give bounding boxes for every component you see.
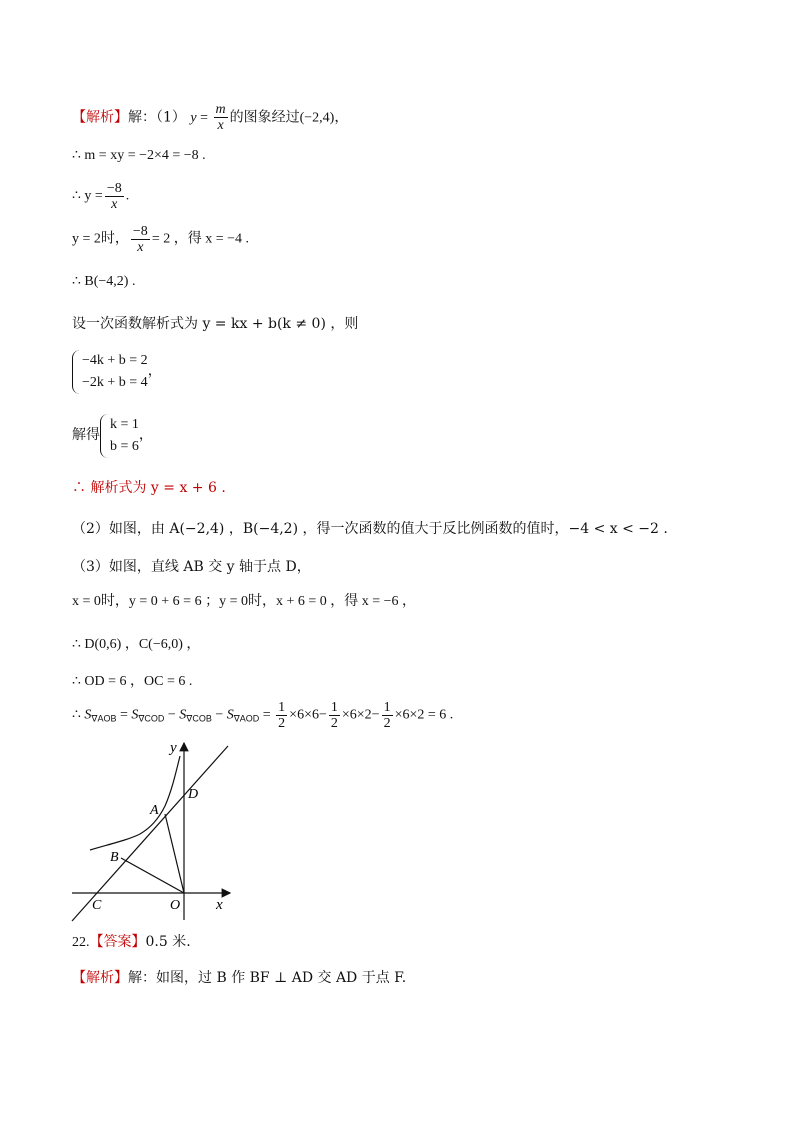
solve-prefix: 解得 <box>72 428 100 444</box>
line-intercepts: x = 0时，y = 0 + 6 = 6 ；y = 0时，x + 6 = 0 ，得 x = −6 ， <box>72 594 417 609</box>
line-result: ∴ 解析式为 y = x + 6 . <box>72 480 226 496</box>
brace-icon <box>72 350 81 394</box>
term-2: ×6×2 <box>341 707 372 723</box>
term-1: ×6×6 <box>289 707 319 723</box>
l4-pre: y = 2时， <box>72 231 129 247</box>
minus-1: − <box>167 707 176 723</box>
part3-line: （3）如图，直线 AB 交 y 轴于点 D， <box>72 559 311 575</box>
minus-4: − <box>371 707 380 723</box>
brace-icon-2 <box>100 414 109 458</box>
s-aob: S <box>84 707 92 723</box>
line-points-dc: ∴ D(0,6) ，C(−6,0) ， <box>72 637 201 652</box>
hyperbola-curve <box>90 756 180 850</box>
frac-den: x <box>105 196 124 212</box>
system-row-2: −2k + b = 4 <box>82 375 148 390</box>
frac-num-2: −8 <box>132 224 148 239</box>
system2-tail: ， <box>138 428 153 444</box>
solution-row-1: k = 1 <box>110 417 139 432</box>
half-1 <box>276 700 287 731</box>
label-a: A <box>150 803 159 818</box>
line-y-equals <box>72 181 129 212</box>
half-2-den: 2 <box>330 716 338 731</box>
line-linear-setup: 设一次函数解析式为 y = kx + b(k ≠ 0) ，则 <box>72 316 359 332</box>
segment-bo <box>121 858 184 893</box>
q22-analysis-text: 解：如图，过 B 作 BF ⊥ AD 交 AD 于点 F. <box>128 970 407 986</box>
frac-x: x <box>214 117 228 133</box>
therefore-sym: ∴ <box>72 707 81 723</box>
frac-num: −8 <box>106 181 122 196</box>
half-2 <box>329 700 340 731</box>
analysis-tag: 【解析】 <box>72 109 128 126</box>
label-d: D <box>188 787 199 802</box>
q22-number: 22. <box>72 935 90 950</box>
label-c: C <box>92 898 102 913</box>
system-solution <box>72 414 153 458</box>
label-y: y <box>170 740 177 756</box>
minus-3: − <box>318 707 327 723</box>
frac-den-2: x <box>131 239 150 255</box>
part1-intro: 解：（1） <box>128 109 186 126</box>
s-cod: S <box>131 707 139 723</box>
line-y2 <box>72 224 249 255</box>
geometry-figure <box>70 738 240 923</box>
sub-cod: ∇COD <box>138 713 165 724</box>
fraction-m-over-x <box>214 102 228 133</box>
l3-pre: ∴ y = <box>72 188 103 204</box>
system-row-1: −4k + b = 2 <box>82 353 148 368</box>
equation-system <box>72 350 148 394</box>
l1-tail: ， <box>334 109 349 126</box>
half-2-num: 1 <box>330 700 338 715</box>
eq-1: = <box>119 707 128 723</box>
half-1-num: 1 <box>278 700 286 715</box>
system1-tail: ， <box>147 364 162 380</box>
line-point-b: ∴ B(−4,2) . <box>72 274 136 289</box>
label-x: x <box>216 897 223 913</box>
line-od-oc: ∴ OD = 6 ，OC = 6 . <box>72 674 193 689</box>
half-3-num: 1 <box>383 700 391 715</box>
fraction-neg8-over-x <box>105 181 124 212</box>
eq-sign: = <box>196 110 212 126</box>
half-1-den: 2 <box>278 716 286 731</box>
q22-analysis-line <box>72 968 406 988</box>
y-var: y <box>190 110 197 126</box>
sub-cob: ∇COB <box>186 713 212 724</box>
eq-2: = <box>262 707 271 723</box>
label-b: B <box>110 850 119 865</box>
s-aod: S <box>226 707 234 723</box>
solution-system <box>100 414 139 458</box>
label-o: O <box>170 898 181 913</box>
term-3: ×6×2 = 6 . <box>394 707 454 723</box>
system-equations-1 <box>72 350 162 394</box>
frac-m: m <box>215 102 226 117</box>
minus-2: − <box>215 707 224 723</box>
area-formula <box>72 700 453 731</box>
fraction-neg8-over-x-2 <box>131 224 150 255</box>
part1-header-line <box>72 102 348 133</box>
l3-post: . <box>125 188 130 204</box>
sub-aob: ∇AOB <box>91 713 117 724</box>
l1-text: 的图象经过 <box>229 109 300 126</box>
q22-analysis-tag: 【解析】 <box>72 970 128 986</box>
q22-answer-line <box>72 932 191 953</box>
l4-mid: = 2 ，得 x = −4 . <box>151 231 249 247</box>
line-ab <box>72 746 228 921</box>
q22-answer: 0.5 米. <box>145 934 191 950</box>
solution-row-2: b = 6 <box>110 439 139 454</box>
segment-ao <box>165 814 184 893</box>
part2-line: （2）如图，由 A(−2,4) ，B(−4,2) ，得一次函数的值大于反比例函数的值时，−4 < x < −2 . <box>72 521 668 537</box>
sub-aod: ∇AOD <box>233 713 260 724</box>
half-3 <box>382 700 393 731</box>
l1-point: (−2,4) <box>299 110 335 126</box>
s-cob: S <box>179 707 187 723</box>
half-3-den: 2 <box>383 716 391 731</box>
answer-tag: 【答案】 <box>89 934 146 950</box>
line-m-value: ∴ m = xy = −2×4 = −8 . <box>72 148 206 163</box>
